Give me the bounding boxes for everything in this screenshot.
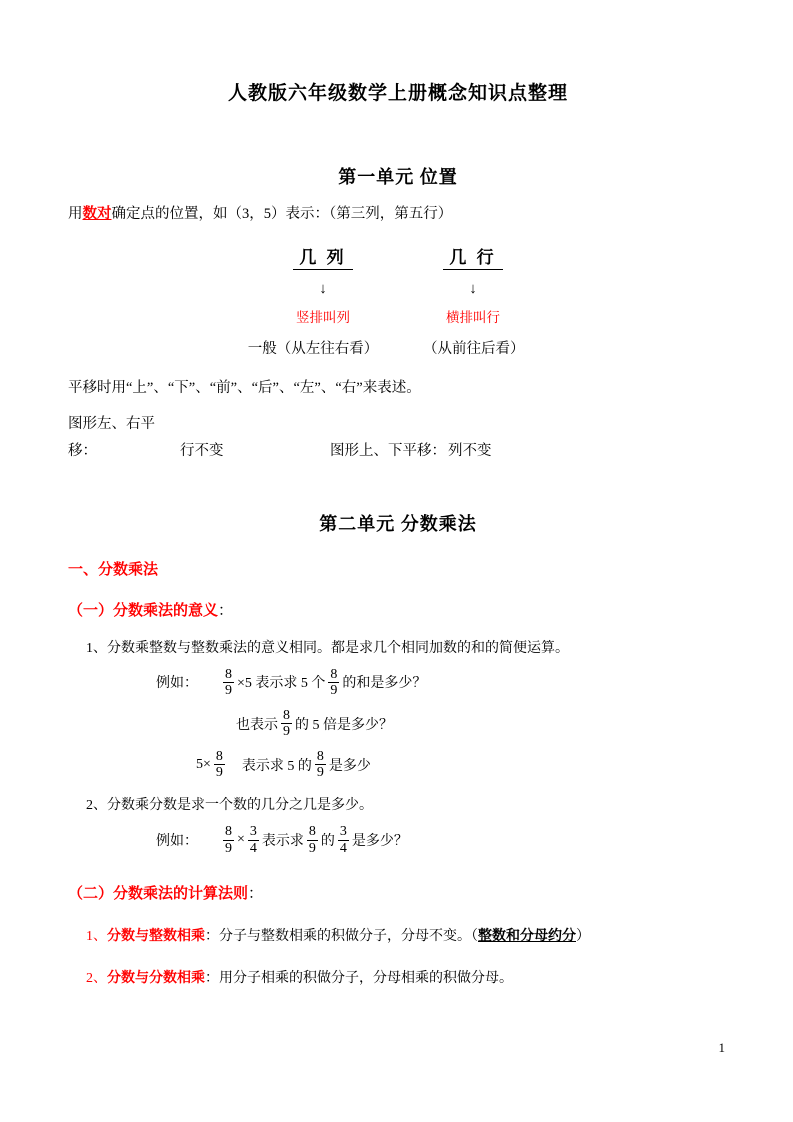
rule2-text: ：用分子相乘的积做分子，分母相乘的积做分母。 (205, 970, 513, 986)
fraction-8-9 (328, 667, 339, 698)
rule2-keyword: 分数与分数相乘 (107, 970, 205, 986)
example1-mid: ×5 表示求 5 个 (237, 676, 326, 692)
rule2-number: 2、 (86, 970, 107, 986)
unit2-section1-heading: 一、分数乘法 (68, 561, 159, 578)
unit2-sub1-heading (68, 599, 728, 620)
fraction-denominator: 9 (215, 765, 223, 781)
sub1-item2: 2、分数乘分数是求一个数的几分之几是多少。 (86, 798, 373, 814)
unit1-labels-row (68, 243, 728, 270)
sub1-prefix: （一） (68, 602, 114, 619)
unit1-row-label: 几 行 (443, 243, 502, 270)
example1-lead: 例如： (156, 676, 198, 692)
unit1-translate-line: 平移时用“上”、“下”、“前”、“后”、“左”、“右”来表述。 (68, 380, 421, 397)
sub1-suffix: ： (218, 602, 234, 619)
fraction-denominator: 9 (283, 724, 290, 740)
example4-tail: 是多少？ (351, 834, 408, 849)
fraction-numerator: 8 (330, 666, 338, 682)
sub2-rule2 (68, 967, 728, 987)
sub1-example4 (68, 824, 728, 855)
unit1-shift-ud-label: 图形上、下平移： (330, 443, 446, 460)
unit1-shift-lr-label: 图形左、右平移： (68, 415, 155, 460)
example2-lead: 也表示 (236, 717, 278, 733)
sub1-example2 (68, 708, 728, 739)
fraction-numerator: 8 (225, 824, 232, 840)
fraction-8-9 (307, 824, 318, 855)
fraction-denominator: 4 (339, 840, 347, 856)
unit1-line1 (68, 201, 728, 229)
example4-lead: 例如： (156, 834, 198, 849)
unit2-sub2-heading (68, 882, 728, 903)
fraction-denominator: 9 (316, 765, 324, 781)
fraction-numerator: 3 (339, 824, 347, 840)
unit1-line1-rest: 确定点的位置，如（3，5）表示：（第三列，第五行） (111, 206, 453, 222)
example3-mid: 表示求 5 的 (241, 758, 312, 774)
down-arrow-icon: ↓ (469, 280, 477, 297)
rule1-note-close: ） (576, 928, 590, 944)
example4-operator: × (237, 832, 245, 847)
fraction-3-4 (338, 824, 349, 855)
unit1-shift-ud-result: 列不变 (448, 443, 492, 460)
sub2-rule1 (68, 925, 728, 945)
unit1-col-label: 几 列 (293, 243, 352, 270)
unit1-keyword-shudui: 数对 (82, 206, 112, 222)
fraction-numerator: 8 (225, 666, 232, 682)
unit1-col-note: 竖排叫列 (296, 309, 350, 325)
fraction-8-9 (315, 749, 326, 780)
unit1-shift-lr-result: 行不变 (180, 443, 224, 460)
rule1-note: 整数和分母约分 (478, 928, 576, 944)
fraction-3-4 (248, 824, 259, 855)
sub2-title: 分数乘法的计算法则 (113, 885, 249, 902)
fraction-8-9 (281, 708, 292, 739)
example4-of: 的 (320, 834, 335, 849)
sub1-item1: 1、分数乘整数与整数乘法的意义相同。都是求几个相同加数的和的简便运算。 (86, 640, 569, 656)
unit1-heading: 第一单元 位置 (338, 167, 458, 187)
fraction-denominator: 4 (249, 840, 257, 856)
sub2-suffix: ： (248, 885, 264, 902)
fraction-denominator: 9 (225, 840, 232, 856)
fraction-8-9 (223, 667, 234, 698)
rule1-keyword: 分数与整数相乘 (107, 928, 205, 944)
example1-tail: 的和是多少？ (342, 676, 427, 692)
fraction-denominator: 9 (330, 682, 338, 698)
fraction-numerator: 8 (316, 749, 324, 765)
example4-mid: 表示求 (261, 834, 304, 849)
example2-tail: 的 5 倍是多少？ (295, 717, 393, 733)
sub1-title: 分数乘法的意义 (113, 602, 219, 619)
unit1-row-note: 横排叫行 (446, 309, 500, 325)
page-title: 人教版六年级数学上册概念知识点整理 (227, 83, 568, 104)
example3-lead: 5× (196, 756, 211, 772)
sub2-prefix: （二） (68, 885, 114, 902)
document-content (68, 0, 728, 987)
page-number: 1 (718, 1040, 725, 1055)
fraction-denominator: 9 (225, 682, 232, 698)
unit1-row-label-wrap (413, 243, 533, 270)
unit1-col-label-wrap (263, 243, 383, 270)
sub1-example1 (68, 667, 728, 698)
unit1-col-order: 一般（从左往右看） (247, 340, 379, 357)
fraction-8-9 (223, 824, 234, 855)
sub1-example3 (68, 749, 728, 780)
fraction-8-9 (214, 749, 225, 780)
fraction-numerator: 8 (308, 824, 316, 840)
unit1-row-order: （从前往后看） (423, 340, 525, 357)
unit1-shift-line (68, 411, 728, 466)
down-arrow-icon: ↓ (319, 280, 327, 297)
fraction-denominator: 9 (308, 840, 316, 856)
fraction-numerator: 8 (215, 749, 223, 765)
unit1-arrow-row (68, 280, 728, 298)
unit2-heading: 第二单元 分数乘法 (319, 513, 477, 534)
unit1-notes-row (68, 306, 728, 326)
fraction-numerator: 3 (249, 824, 257, 840)
rule1-note-open: （ (471, 928, 478, 944)
unit1-line1-prefix: 用 (68, 206, 83, 222)
rule1-text: ：分子与整数相乘的积做分子，分母不变。 (205, 928, 471, 944)
rule1-number: 1、 (86, 928, 107, 944)
fraction-numerator: 8 (283, 707, 290, 723)
unit1-order-row (68, 336, 728, 364)
example3-tail: 是多少 (328, 758, 371, 774)
